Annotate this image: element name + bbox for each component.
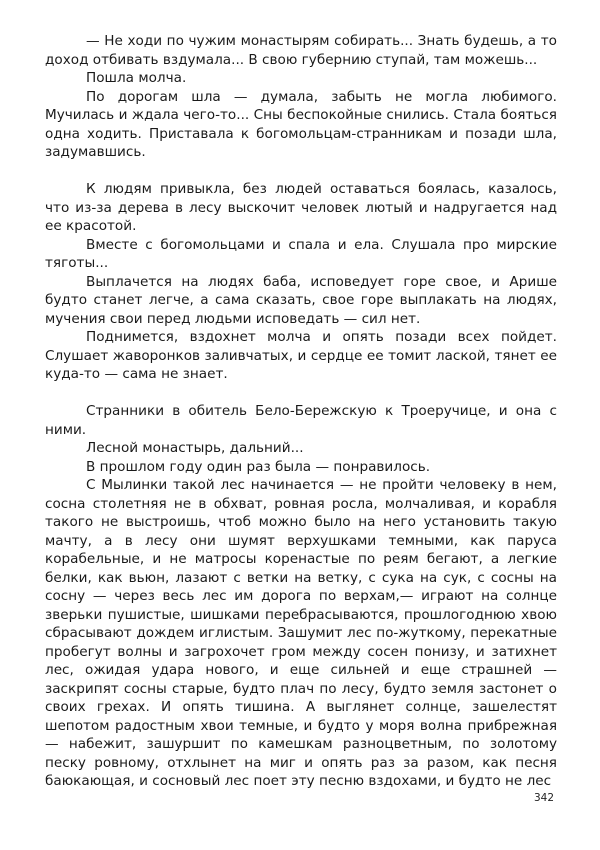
paragraph: Выплачется на людях баба, исповедует горе свое, и Арише будто станет легче, а сама сказать, свое горе выплакать на людях, мучения свои перед людьми исповедать — сил нет. (45, 273, 557, 327)
paragraph: К людям привыкла, без людей оставаться боялась, казалось, что из-за дерева в лесу выскочит человек лютый и надругается над ее красотой. (45, 181, 557, 234)
paragraph: В прошлом году один раз была — понравилось. (86, 458, 431, 475)
page-body (45, 32, 557, 791)
page-number: 342 (533, 792, 554, 804)
paragraph: Странники в обитель Бело-Бережскую к Троеручице, и она с ними. (45, 403, 557, 438)
paragraph: Лесной монастырь, дальний... (86, 440, 304, 456)
paragraph: Поднимется, вздохнет молча и опять позади всех пойдет. Слушает жаворонков заливчатых, и сердце ее томит лаской, тянет ее куда-то — сама не знает. (45, 329, 557, 382)
paragraph: Вместе с богомольцами и спала и ела. Слушала про мирские тяготы... (45, 236, 557, 271)
paragraph: Пошла молча. (86, 70, 187, 86)
paragraph: С Мылинки такой лес начинается — не пройти человеку в нем, сосна столетняя не в обхват, ровная росла, молчаливая, и корабля такого не выстроишь, чтоб можно было на него установить такую мачту, а в лесу они шумят верхушками темными, как паруса корабельные, и не матросы коренастые по реям бегают, а легкие белки, как вьюн, лазают с ветки на ветку, с сука на сук, с сосны на сосну — через весь лес им дорога по верхам,— играют на солнце зверьки пушистые, шишками перебрасываются, прошлогоднюю хвою сбрасывают дождем иглистым. Зашумит лес по-жуткому, перекатные пробегут волны и загрохочет гром между сосен понизу, и затихнет лес, ожидая удара нового, и еще сильней и еще страшней — заскрипят сосны старые, будто плач по лесу, будто земля застонет о своих грехах. И опять тишина. А выглянет солнце, зашелестят шепотом радостным хвои темные, и будто у моря волна прибрежная — набежит, зашуршит по камешкам разноцветным, по золотому песку ровному, отхлынет на миг и опять раз за разом, как песня баюкающая, и сосновый лес поет эту песню вздохами, и будто не лес (45, 477, 557, 789)
paragraph: — Не ходи по чужим монастырям собирать... Знать будешь, а то доход отбивать вздумала... В свою губернию ступай, там можешь... (45, 33, 557, 68)
paragraph: По дорогам шла — думала, забыть не могла любимого. Мучилась и ждала чего-то... Сны беспокойные снились. Стала бояться одна ходить. Приставала к богомольцам-странникам и позади шла, задумавшись. (45, 88, 557, 160)
